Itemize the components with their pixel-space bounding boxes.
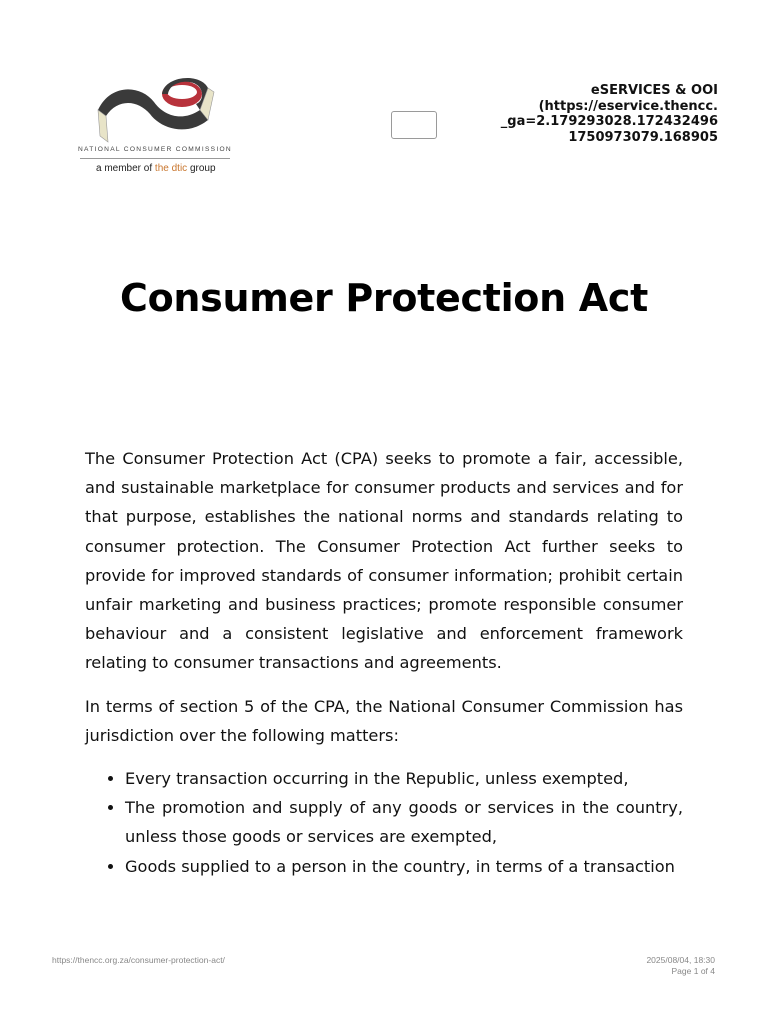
logo-member-suffix: group <box>189 163 216 174</box>
list-item: • The promotion and supply of any goods or services in the country, unless those goods or services are exempted, <box>125 793 683 851</box>
eservices-link-line: _ga=2.179293028.172432496 <box>500 114 718 129</box>
print-footer-meta <box>646 955 715 977</box>
page-number: Page 1 of 4 <box>671 966 715 976</box>
ncc-logo[interactable] <box>78 70 238 180</box>
print-footer-url: https://thencc.org.za/consumer-protection-act/ <box>52 955 225 965</box>
logo-member-prefix: a member of <box>96 163 153 174</box>
print-datetime: 2025/08/04, 18:30 <box>646 955 715 965</box>
article-body <box>85 444 683 881</box>
eservices-link[interactable] <box>448 83 718 145</box>
list-item: • Every transaction occurring in the Republic, unless exempted, <box>125 764 683 793</box>
logo-divider <box>80 158 230 159</box>
eservices-link-line: (https://eservice.thencc. <box>538 98 718 114</box>
ncc-swirl-icon <box>96 70 226 144</box>
menu-toggle-button[interactable] <box>391 111 437 139</box>
list-item: • Goods supplied to a person in the country, in terms of a transaction <box>125 852 683 881</box>
eservices-link-line: eSERVICES & OOI <box>590 83 718 98</box>
logo-member-brand: the dtic <box>154 163 188 174</box>
logo-org-name: NATIONAL CONSUMER COMMISSION <box>78 146 232 153</box>
logo-tagline <box>96 163 216 174</box>
eservices-link-line: 1750973079.168905 <box>568 129 718 145</box>
page-title: Consumer Protection Act <box>120 276 648 320</box>
jurisdiction-paragraph: In terms of section 5 of the CPA, the National Consumer Commission has jurisdiction over the following matters: <box>85 696 683 745</box>
intro-paragraph: The Consumer Protection Act (CPA) seeks to promote a fair, accessible, and sustainable marketplace for consumer products and services and for that purpose, establishes the national norms and standards relating to consumer protection. The Consumer Protection Act further seeks to provide for improved standards of consumer information; prohibit certain unfair marketing and business practices; promote responsible consumer behaviour and a consistent legislative and enforcement framework relating to consumer transactions and agreements. <box>85 449 683 673</box>
jurisdiction-list <box>85 764 683 881</box>
